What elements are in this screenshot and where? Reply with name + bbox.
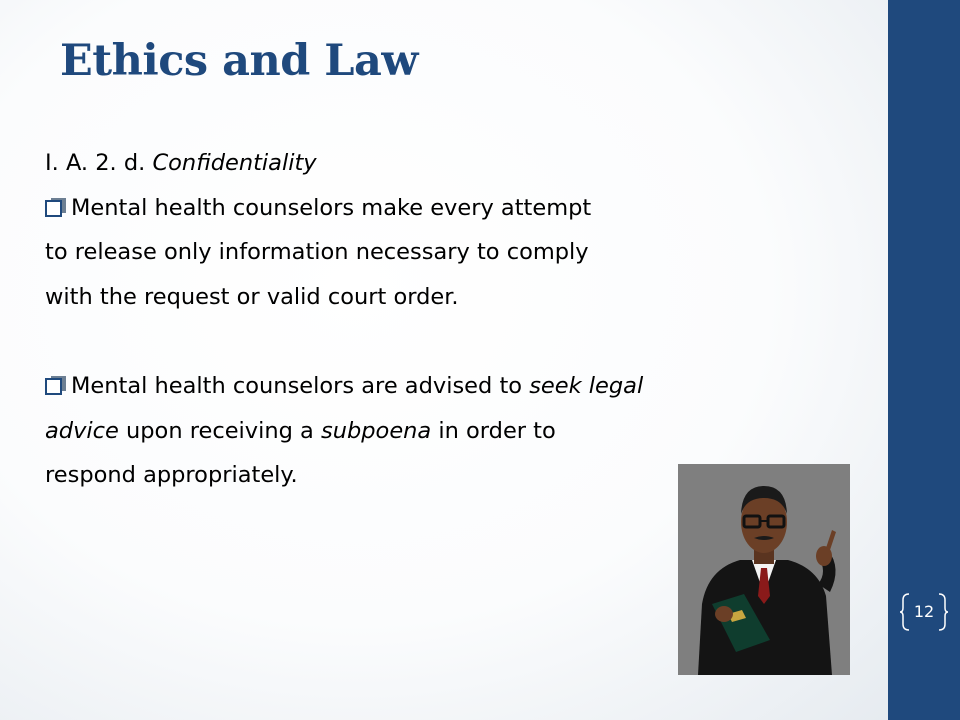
section-heading bbox=[45, 141, 865, 186]
section-topic: Confidentiality bbox=[152, 150, 317, 176]
spacer bbox=[45, 319, 865, 364]
slide-number-badge bbox=[900, 592, 948, 632]
checkbox-bullet-icon bbox=[45, 364, 71, 409]
emphasis-advice: advice bbox=[45, 417, 119, 444]
judge-illustration bbox=[678, 464, 850, 675]
checkbox-bullet-icon bbox=[45, 186, 71, 231]
bullet-2-text: Mental health counselors are advised to bbox=[71, 372, 530, 399]
bullet-2-mid-text: upon receiving a bbox=[118, 417, 321, 444]
slide-number: 12 bbox=[913, 602, 935, 621]
bullet-2-line-2 bbox=[45, 409, 865, 454]
bullet-2-line-1 bbox=[45, 364, 865, 409]
slide-body bbox=[45, 141, 865, 498]
bullet-1-text: Mental health counselors make every attempt bbox=[71, 194, 592, 221]
section-number: I. A. 2. d. bbox=[45, 150, 146, 176]
emphasis-seek-legal: seek legal bbox=[529, 372, 644, 399]
bullet-1-line-3: with the request or valid court order. bbox=[45, 283, 459, 310]
bullet-2-post-text: in order to bbox=[431, 417, 556, 444]
bullet-1-line-1 bbox=[45, 186, 865, 231]
judge-photo bbox=[678, 464, 850, 675]
bullet-1-line-2: to release only information necessary to comply bbox=[45, 239, 589, 266]
bullet-2-line-3: respond appropriately. bbox=[45, 462, 298, 489]
slide-title: Ethics and Law bbox=[60, 36, 418, 86]
emphasis-subpoena: subpoena bbox=[321, 417, 432, 444]
